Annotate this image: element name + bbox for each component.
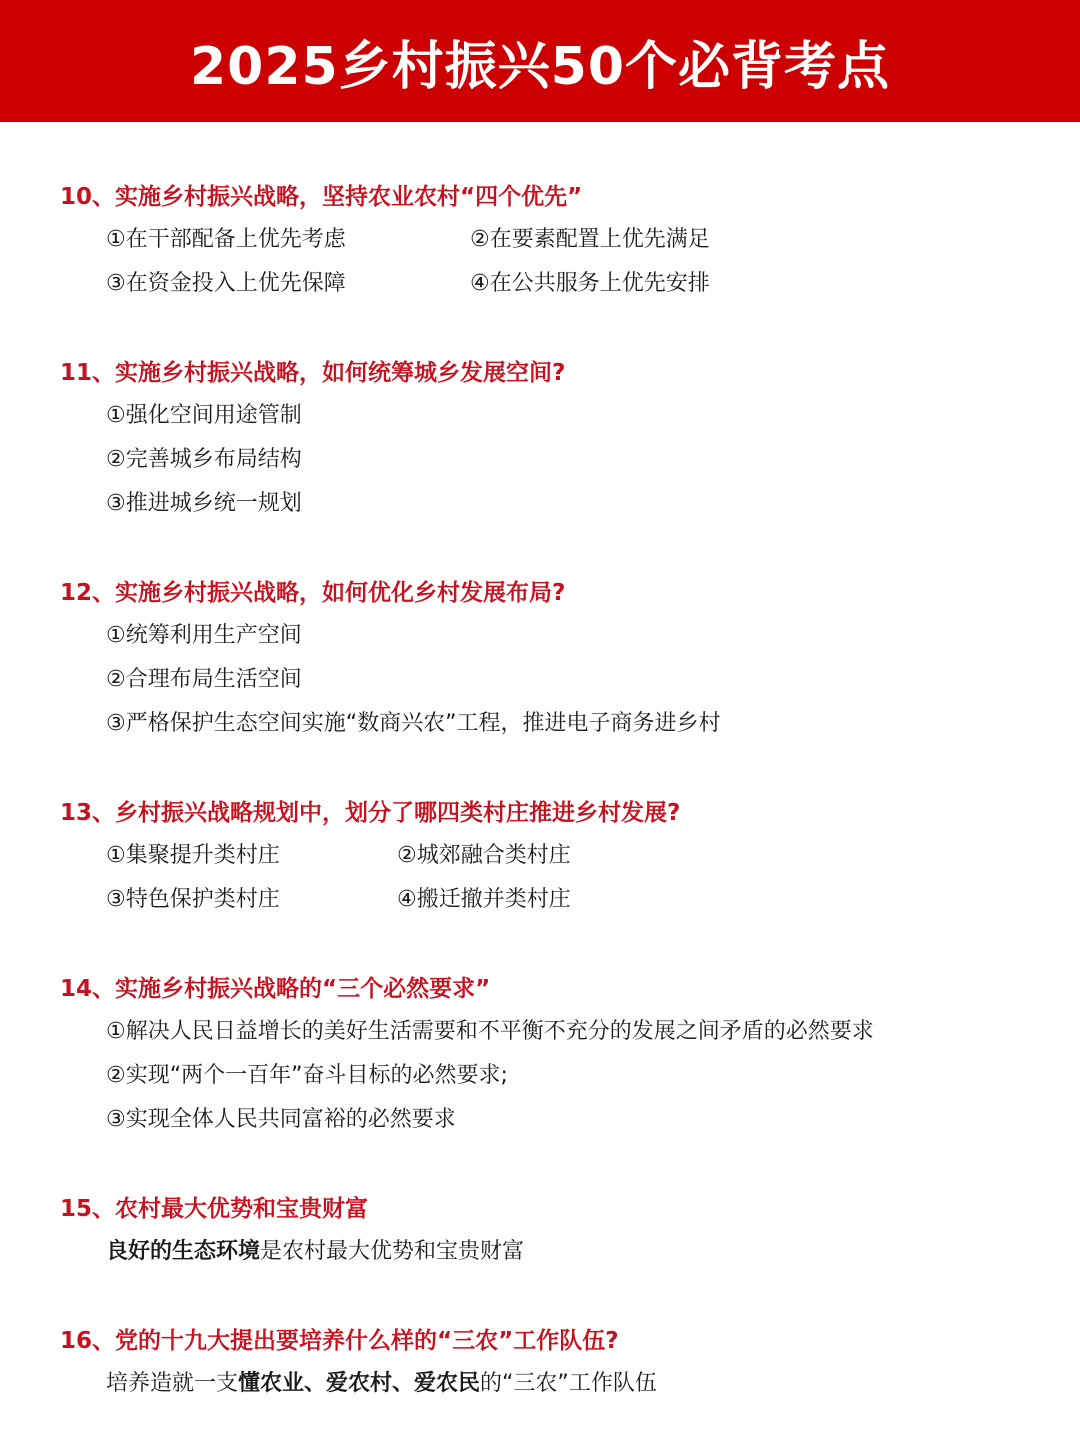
list-item: ③严格保护生态空间实施“数商兴农”工程，推进电子商务进乡村 [106, 711, 721, 736]
section-title: 11、实施乡村振兴战略，如何统筹城乡发展空间? [60, 360, 566, 386]
list-item: ③推进城乡统一规划 [106, 491, 302, 516]
list-item: ④搬迁撤并类村庄 [397, 887, 571, 912]
section-title: 12、实施乡村振兴战略，如何优化乡村发展布局? [60, 580, 566, 606]
list-item: ①强化空间用途管制 [106, 403, 302, 428]
answer-rest: 是农村最大优势和宝贵财富 [260, 1239, 525, 1264]
list-item: ②实现“两个一百年”奋斗目标的必然要求; [106, 1063, 508, 1088]
list-item: ②完善城乡布局结构 [106, 447, 302, 472]
section-title: 15、农村最大优势和宝贵财富 [60, 1196, 369, 1222]
list-item: ①在干部配备上优先考虑 [106, 227, 346, 252]
section-title: 13、乡村振兴战略规划中，划分了哪四类村庄推进乡村发展? [60, 800, 681, 826]
list-item: ①统筹利用生产空间 [106, 623, 302, 648]
list-item: ②城郊融合类村庄 [397, 843, 571, 868]
list-item: ③特色保护类村庄 [106, 887, 280, 912]
section-title: 16、党的十九大提出要培养什么样的“三农”工作队伍? [60, 1328, 619, 1354]
list-item: ②合理布局生活空间 [106, 667, 302, 692]
header-banner [0, 0, 1080, 122]
answer-text [106, 1368, 657, 1400]
answer-text [106, 1236, 524, 1268]
section-title: 14、实施乡村振兴战略的“三个必然要求” [60, 976, 491, 1002]
answer-bold: 良好的生态环境 [106, 1239, 261, 1264]
answer-bold: 懂农业、爱农村、爱农民 [238, 1371, 481, 1396]
section-title: 10、实施乡村振兴战略，坚持农业农村“四个优先” [60, 184, 583, 210]
list-item: ③实现全体人民共同富裕的必然要求 [106, 1107, 456, 1132]
answer-pre: 培养造就一支 [106, 1371, 239, 1396]
list-item: ③在资金投入上优先保障 [106, 271, 346, 296]
page-title: 2025乡村振兴50个必背考点 [189, 36, 891, 97]
list-item: ①集聚提升类村庄 [106, 843, 280, 868]
list-item: ②在要素配置上优先满足 [470, 227, 710, 252]
answer-post: 的“三农”工作队伍 [480, 1371, 657, 1396]
list-item: ④在公共服务上优先安排 [470, 271, 710, 296]
list-item: ①解决人民日益增长的美好生活需要和不平衡不充分的发展之间矛盾的必然要求 [106, 1019, 874, 1044]
